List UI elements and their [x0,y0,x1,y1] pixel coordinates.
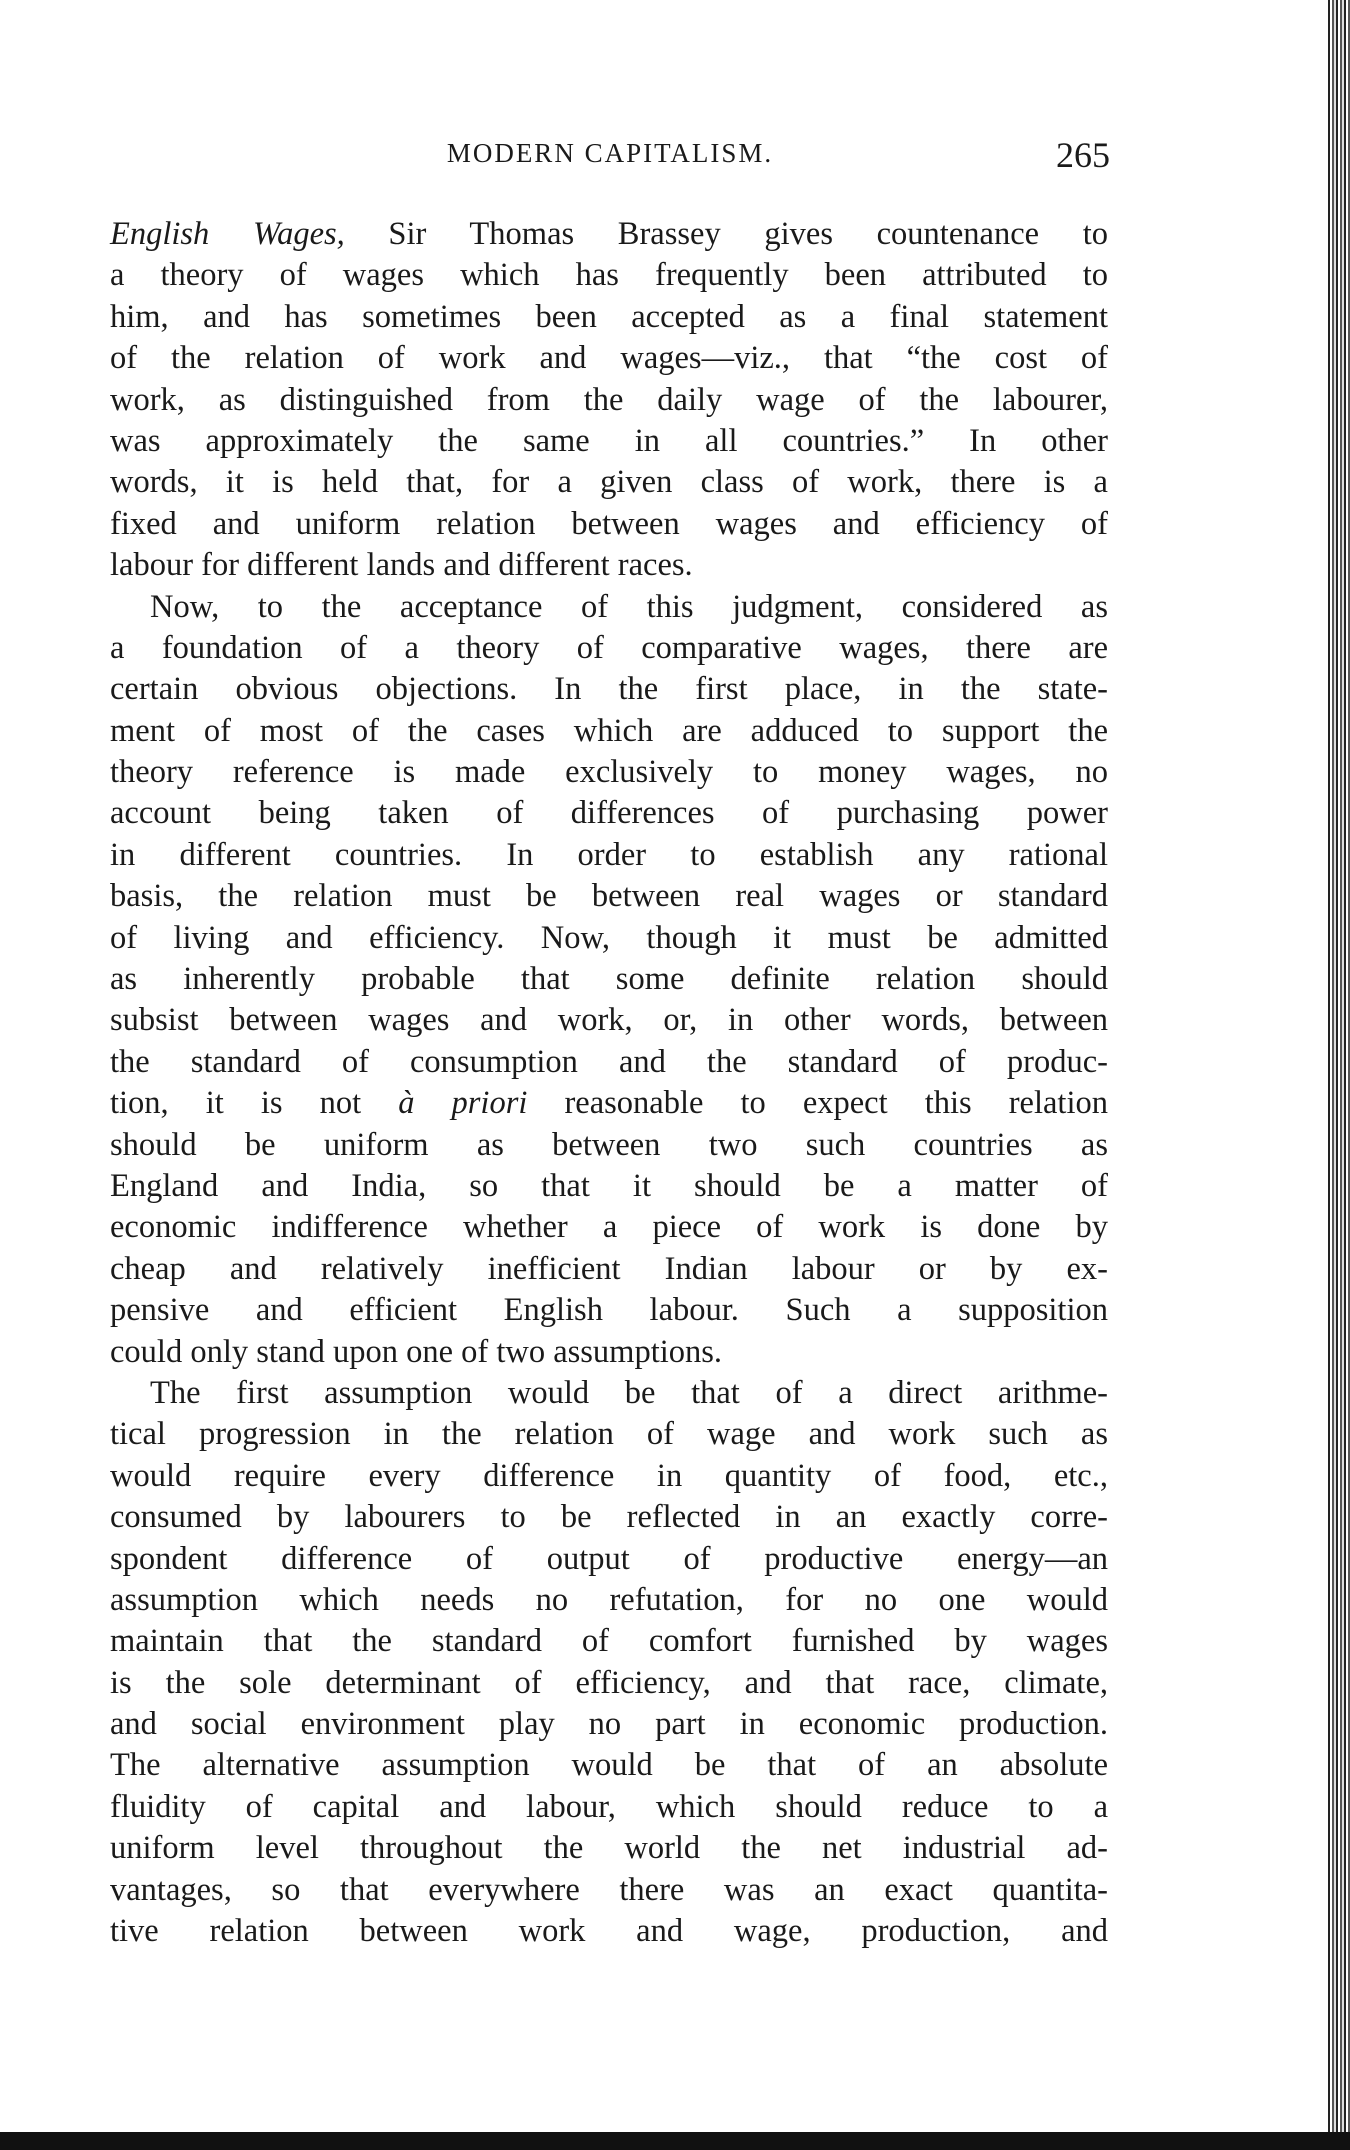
page-header [110,135,1110,178]
text-line [110,711,1108,752]
text-line [110,214,1108,255]
scan-edge-right [1328,0,1350,2150]
line-text: economic indifference whether a piece of work is done by [110,1209,1108,1246]
text-line [110,793,1108,834]
line-text: reasonable to expect this relation [527,1085,1108,1122]
text-line [110,1456,1108,1497]
text-line [110,462,1108,503]
line-text: should be uniform as between two such countries as [110,1126,1108,1163]
line-text: labour for different lands and different races. [110,547,693,584]
line-text: uniform level throughout the world the net industrial ad- [110,1830,1108,1867]
line-text: basis, the relation must be between real wages or standard [110,878,1108,915]
text-line [110,628,1108,669]
text-line [110,1539,1108,1580]
line-text: vantages, so that everywhere there was an exact quantita- [110,1871,1108,1908]
text-line [110,504,1108,545]
text-line [110,380,1108,421]
line-text: was approximately the same in all countries.” In other [110,422,1108,459]
line-text: the standard of consumption and the standard of produc- [110,1043,1108,1080]
line-text: a foundation of a theory of comparative wages, there are [110,629,1108,666]
line-text: would require every difference in quantity of food, etc., [110,1457,1108,1494]
line-text: certain obvious objections. In the first place, in the state- [110,671,1108,708]
line-text: in different countries. In order to establish any rational [110,836,1108,873]
line-text: of living and efficiency. Now, though it must be admitted [110,919,1108,956]
text-line [110,1745,1108,1786]
text-line [110,338,1108,379]
text-line [110,421,1108,462]
line-text: ment of most of the cases which are adduced to support the [110,712,1108,749]
text-line [110,587,1108,628]
line-text: tive relation between work and wage, production, and [110,1913,1108,1950]
line-text: Sir Thomas Brassey gives countenance to [344,216,1108,252]
line-text: as inherently probable that some definite relation should [110,961,1108,998]
line-text: maintain that the standard of comfort furnished by wages [110,1623,1108,1660]
line-text: The first assumption would be that of a direct arithme- [150,1374,1108,1411]
text-line [110,835,1108,876]
text-line [110,1911,1108,1952]
line-text: theory reference is made exclusively to money wages, no [110,754,1108,791]
line-text: spondent difference of output of productive energy—an [110,1540,1108,1577]
line-text: him, and has sometimes been accepted as a final statement [110,298,1108,335]
line-text: England and India, so that it should be a matter of [110,1167,1108,1204]
text-line [110,876,1108,917]
text-line [110,1373,1108,1414]
line-text: of the relation of work and wages—viz., that “the cost of [110,340,1108,377]
line-text: tical progression in the relation of wage and work such as [110,1416,1108,1453]
line-text: work, as distinguished from the daily wage of the labourer, [110,381,1108,418]
line-text: could only stand upon one of two assumptions. [110,1333,723,1370]
line-text: fixed and uniform relation between wages and efficiency of [110,505,1108,542]
text-line [110,1332,1108,1373]
line-text: fluidity of capital and labour, which should reduce to a [110,1788,1108,1825]
line-text: Now, to the acceptance of this judgment, considered as [150,588,1108,625]
line-text: account being taken of differences of purchasing power [110,795,1108,832]
text-line [110,1207,1108,1248]
line-text: consumed by labourers to be reflected in an exactly corre- [110,1499,1108,1536]
text-line [110,1083,1108,1124]
text-line [110,1166,1108,1207]
line-text: cheap and relatively inefficient Indian labour or by ex- [110,1250,1108,1287]
text-line [110,297,1108,338]
text-line [110,1125,1108,1166]
scan-edge-bottom [0,2132,1350,2150]
text-line [110,1870,1108,1911]
text-line [110,1828,1108,1869]
text-line [110,1000,1108,1041]
line-text: is the sole determinant of efficiency, and that race, climate, [110,1664,1108,1701]
text-line [110,1704,1108,1745]
text-line [110,1249,1108,1290]
text-line [110,752,1108,793]
page-number: 265 [1056,135,1110,175]
text-line [110,959,1108,1000]
line-text: and social environment play no part in economic production. [110,1706,1108,1743]
text-line [110,1497,1108,1538]
text-line [110,1414,1108,1455]
line-text: pensive and efficient English labour. Such a supposition [110,1292,1108,1329]
text-line [110,255,1108,296]
line-text: The alternative assumption would be that of an absolute [110,1747,1108,1784]
text-line [110,669,1108,710]
line-text: tion, it is not [110,1085,399,1122]
text-line [110,1580,1108,1621]
text-line [110,545,1108,586]
line-text: words, it is held that, for a given class of work, there is a [110,464,1108,501]
line-text: assumption which needs no refutation, for no one would [110,1581,1108,1618]
running-title: MODERN CAPITALISM. [446,138,774,168]
text-line [110,1663,1108,1704]
line-text: subsist between wages and work, or, in other words, between [110,1002,1108,1039]
text-line [110,1290,1108,1331]
page-body-text [110,214,1108,1952]
text-line [110,1787,1108,1828]
italic-text: à priori [398,1085,528,1122]
text-line [110,1042,1108,1083]
text-line [110,1621,1108,1662]
italic-text: English Wages, [110,216,345,252]
text-line [110,918,1108,959]
line-text: a theory of wages which has frequently been attributed to [110,257,1108,294]
